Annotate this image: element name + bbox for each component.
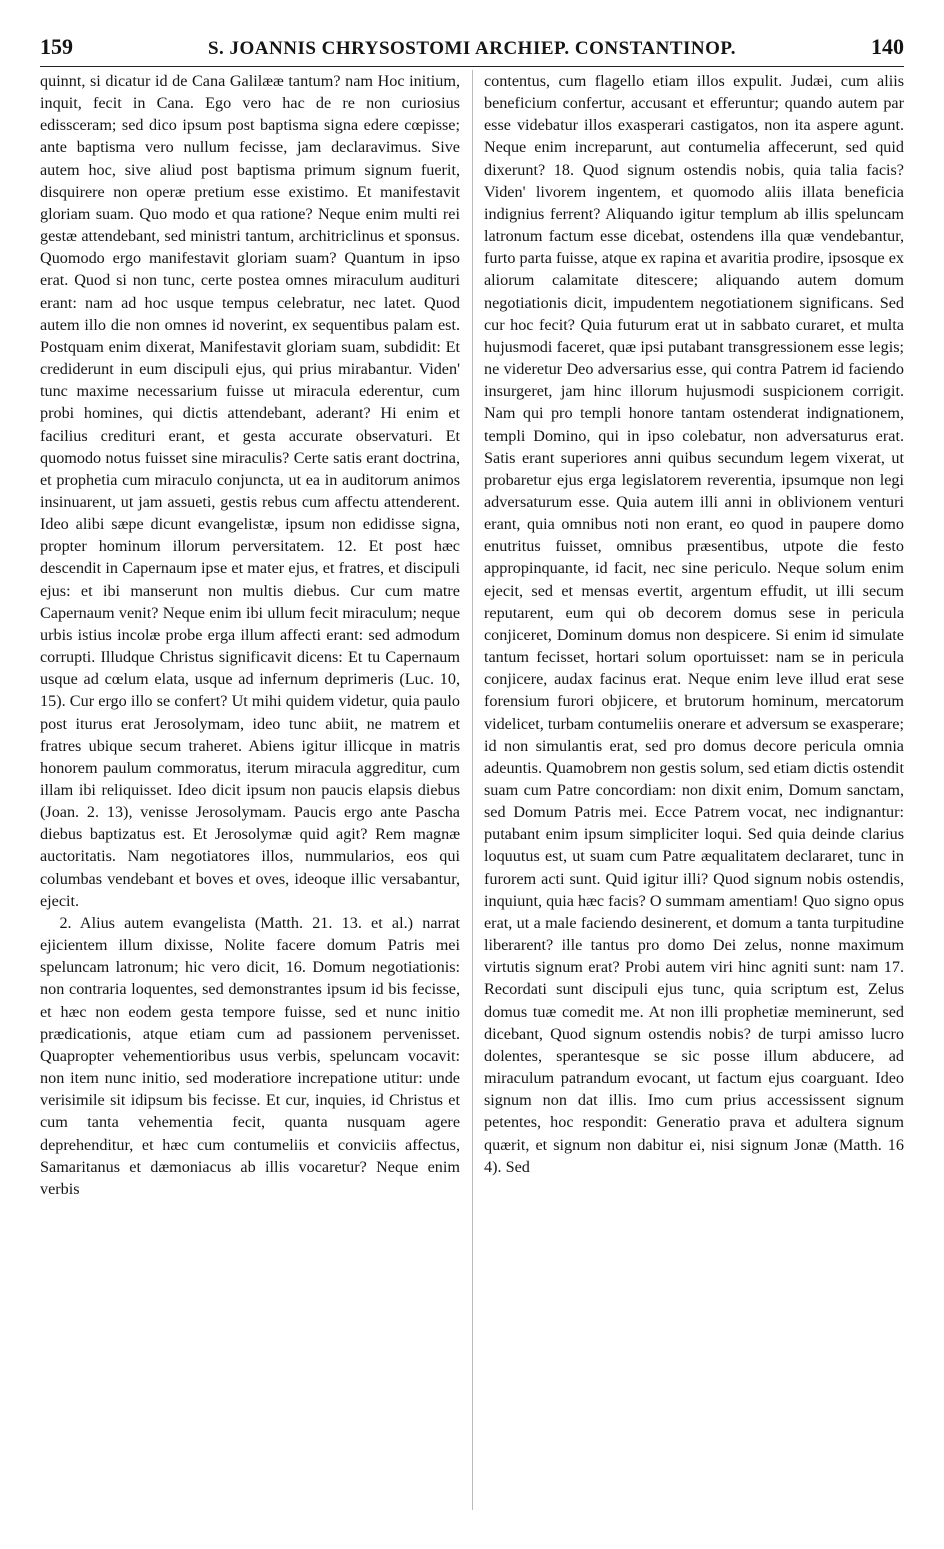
page-number-right: 140 xyxy=(871,34,904,59)
right-paragraph-1: contentus, cum flagello etiam illos expulit. Judæi, cum aliis beneficium confertur, accusant et efferuntur; quando autem par esse videbatur illos exasperari castigatos, non ita aspere agunt. Neque enim increparunt, aut contumelia affecerunt, sed quid dixerunt? 18. Quod signum ostendis nobis, quia talia facis? Viden' livorem ingentem, et quomodo aliis illata beneficia indignius ferrent? Aliquando igitur templum ab illis speluncam latronum factum esse dicebat, ostendens illa quæ vendebantur, furto parta fuisse, atque ex rapina et avaritia prodire, ipsosque ex aliorum calamitate ditescere; aliquando autem domum negotiationis dicit, impudentem negotiationem significans. Sed cur hoc fecit? Quia futurum erat ut in sabbato curaret, et multa hujusmodi faceret, quæ ipsi putabant transgressionem esse legis; ne videretur Deo adversarius esse, qui contra Patrem id faciendo insurgeret, jam hinc illorum hujusmodi suspicionem corrigit. Nam qui pro templi honore tantam ostenderat indignationem, templi Domino, qui in ipso colebatur, non adversaturus erat. Satis erant superiores anni quibus secundum legem vixerat, ut probaretur ejus erga legislatorem reverentia, ipsumque non legi adversaturum esse. Quia autem illi anni in oblivionem venturi erant, quia omnibus noti non erant, eo quod in paupere domo enutritus fuisset, omnibus præsentibus, utpote die festo appropinquante, id facit, nec sine periculo. Neque solum enim ejecit, sed et mensas evertit, argentum effudit, ut illi secum reputarent, eum qui ob decorem domus sese in pericula conjiceret, Dominum domus non despicere. Si enim id simulate tantum fecisset, hortari solum oportuisset: nam se in pericula conjicere, audax facinus erat. Neque enim leve illud erat sese forensium furori objicere, et brutorum hominum, mercatorum videlicet, turbam contumeliis onerare et adversum se exasperare; id non simulantis erat, sed pro domus decore pericula omnia adeuntis. Quamobrem non gestis solum, sed etiam dictis ostendit suam cum Patre concordiam: non dixit enim, Domum sanctam, sed Domum Patris mei. Ecce Patrem vocat, nec indignantur: putabant enim ipsum simpliciter loqui. Sed quia deinde clarius loquutus est, ut suam cum Patre æqualitatem declararet, tunc in furorem acti sunt. Quid igitur illi? Quod signum nobis ostendis, inquiunt, quia hæc facis? O summam amentiam! Quo signo opus erat, ut a male faciendo desinerent, et domum a tanta turpitudine liberarent? ille tantus pro domo Dei zelus, nonne maximum virtutis signum erat? Probi autem viri hinc agniti sunt: nam 17. Recordati sunt discipuli ejus tunc, quia scriptum est, Zelus domus tuæ comedit me. At non illi prophetiæ meminerunt, sed dicebant, Quod signum ostendis nobis? de turpi amisso lucro dolentes, sperantesque se sic posse illum abducere, ad miraculum patrandum evocant, ut factum ejus coarguant. Ideo signum non dat illis. Imo cum prius accessissent signum petentes, hoc respondit: Generatio prava et adultera signum quærit, et signum non dabitur ei, nisi signum Jonæ (Matth. 16 4). Sed xyxy=(484,72,904,1176)
left-paragraph-1: quinnt, si dicatur id de Cana Galilææ tantum? nam Hoc initium, inquit, fecit in Cana. Ego vero hac de re non curiosius edissceram; sed dico ipsum post baptisma signa edere cœpisse; ante baptisma vero nullum fecisse, jam declaravimus. Sive autem hoc, sive aliud post baptisma primum signum fuerit, disquirere non operæ pretium esse existimo. Et manifestavit gloriam suam. Quo modo et qua ratione? Neque enim multi rei gestæ attendebant, sed ministri tantum, architriclinus et sponsus. Quomodo ergo manifestavit gloriam suam? Quantum in ipso erat. Quod si non tunc, certe postea omnes miraculum audituri erant: nam ad hoc usque tempus celebratur, nec latet. Quod autem illo die non omnes id noverint, ex sequentibus palam est. Postquam enim dixerat, Manifestavit gloriam suam, subdidit: Et crediderunt in eum discipuli ejus, qui prius mirabantur. Viden' tunc maxime necessarium fuisse ut miracula ederentur, cum probi homines, qui dictis attendebant, aderant? Hi enim et facilius credituri erant, et gesta accurate observaturi. Et quomodo notus fuisset sine miraculis? Certe satis erant doctrina, et prophetia cum miraculo conjuncta, ut ea in auditorum animos insinuarent, ut jam assueti, gestis rebus cum affectu attenderent. Ideo alibi sæpe dicunt evangelistæ, ipsum non edidisse signa, propter hominum illorum perversitatem. 12. Et post hæc descendit in Capernaum ipse et mater ejus, et fratres, et discipuli ejus: et ibi manserunt non multis diebus. Cur cum matre Capernaum venit? Neque enim ibi ullum fecit miraculum; neque urbis istius incolæ probe erga illum affecti erant: sed admodum corrupti. Illudque Christus significavit dicens: Et tu Capernaum usque ad cœlum elata, usque ad infernum deprimeris (Luc. 10, 15). Cur ergo illo se confert? Ut mihi quidem videtur, quia paulo post iturus erat Jerosolymam, ideo tunc abiit, ne matrem et fratres ubique secum traheret. Abiens igitur illicque in matris honorem paulum commoratus, iterum miracula aggreditur, cum illam ibi reliquisset. Ideo dicit ipsum non paucis elapsis diebus (Joan. 2. 13), venisse Jerosolymam. Paucis ergo ante Pascha diebus baptizatus est. Et Jerosolymæ quid agit? Rem magnæ auctoritatis. Nam negotiatores illos, nummularios, eos qui columbas vendebant et boves et oves, ideoque illic versabantur, ejecit. xyxy=(40,72,460,910)
left-column xyxy=(40,70,460,1200)
column-divider xyxy=(472,70,473,1510)
right-column xyxy=(484,70,904,1178)
left-paragraph-2: 2. Alius autem evangelista (Matth. 21. 13. et al.) narrat ejicientem illum dixisse, Nolite facere domum Patris mei speluncam latronum; hic vero dicit, 16. Domum negotiationis: non contraria loquentes, sed demonstrantes ipsum id bis fecisse, et hæc non eodem gesta tempore fuisse, sed et nunc initio prædicationis, atque etiam cum ad passionem pervenisset. Quapropter vehementioribus usus verbis, speluncam vocavit: non item nunc initio, sed moderatiore increpatione utitur: unde verisimile sit idipsum bis fecisse. Et cur, inquies, id Christus et cum tanta vehementia fecit, quanta nusquam agere deprehenditur, et hæc cum contumeliis et conviciis affectus, Samaritanus et dæmoniacus ab illis vocaretur? Neque enim verbis xyxy=(40,913,460,1198)
header-rule xyxy=(40,66,904,67)
running-title: S. JOANNIS CHRYSOSTOMI ARCHIEP. CONSTANTINOP. xyxy=(207,38,737,59)
running-header xyxy=(40,34,904,66)
page-number-left: 159 xyxy=(40,34,73,59)
